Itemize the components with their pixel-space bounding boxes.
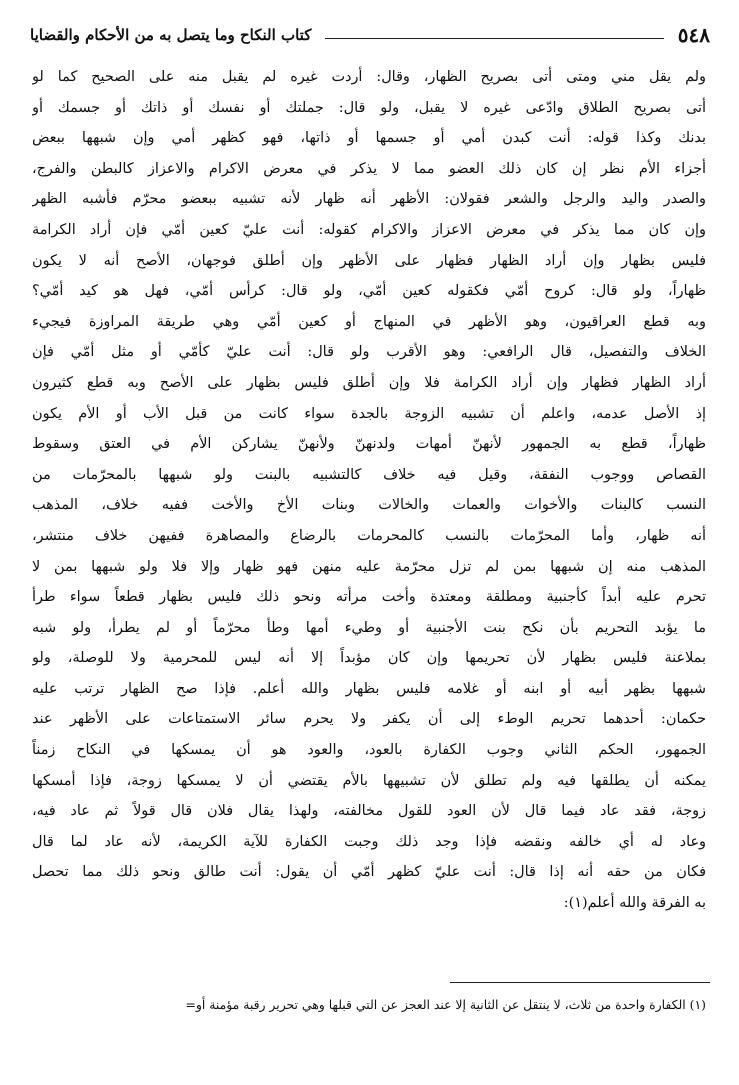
text-line: يمكنه أن يطلقها فيه ولم تطلق لأن تشبيهها بالأم يقتضي أن لا يمسكها زوجة، فإذا أمسكها <box>32 772 706 789</box>
page-header <box>30 18 710 52</box>
text-line: الخلاف والتفصيل، قال الرافعي: وهو الأقرب ولو قال: أنت عليّ كأمّي أو مثل أمّي فإن <box>32 344 706 361</box>
text-line: أنه ظهار، وأما المحرّمات بالنسب كالمحرمات بالرضاع والمصاهرة ففيهن خلاف منتشر، <box>32 527 706 544</box>
footnote-separator <box>450 982 710 983</box>
text-line: شبهها بظهر أبيه أو ابنه أو غلامه فليس بظهار والله أعلم. فإذا صح الظهار ترتب عليه <box>32 680 706 697</box>
text-line: الجمهور، الحكم الثاني وجوب الكفارة بالعود، والعود هو أن يمسكها في النكاح زمناً <box>32 742 706 759</box>
text-line: القصاص ووجوب النفقة، وقيل فيه خلاف كالتشبيه بالبنت ولو شبهها بالمحرّمات من <box>32 466 706 483</box>
text-line: بدنك وكذا قوله: أنت كبدن أمي أو جسمها أو ذاتها، فهو كظهر أمي وإن شبهها ببعض <box>32 130 706 147</box>
text-line: والصدر واليد والرجل والشعر فقولان: الأظهر أنه ظهار لأنه تشبيه ببعضو محرّم فأشبه الظهر <box>32 191 706 208</box>
text-line: فليس بظهار وإن أراد الظهار فظهار على الأظهر وإن أطلق فوجهان، الأصح أنه لا يكون <box>32 252 706 269</box>
text-line: ولم يقل مني ومتى أتى بصريح الظهار، وقال: أردت غيره لم يقبل منه على الصحيح كما لو <box>32 69 706 85</box>
text-line: تحرم عليه أبداً كأجنبية ومطلقة ومعتدة وأخت مرأته ونحو ذلك فليس بظهار قطعاً سواء طرأ <box>32 589 706 606</box>
running-title: كتاب النكاح وما يتصل به من الأحكام والقضايا <box>30 26 312 44</box>
text-line: فكان من حقه أنه إذا قال: أنت عليّ كظهر أمّي أن يقول: أنت طالق ونحو ذلك مما تحصل <box>32 864 706 881</box>
header-rule <box>325 38 663 39</box>
text-line: وعاد له أي خالفه ونقضه فإذا وجد ذلك وجبت الكفارة للآية الكريمة، لأنه عاد لما قال <box>32 833 706 850</box>
page-number: ٥٤٨ <box>677 23 710 47</box>
text-line: المذهب منه إن شبهها بمن لم تزل محرّمة عليه منهن فهو ظهار وإلا فلا ولو شبهها بمن لا <box>32 558 706 575</box>
text-line: وبه قطع العراقيون، وهو الأظهر في المنهاج أو كعين أمّي وهي طريقة المراوزة فيجيء <box>32 313 706 330</box>
text-line: حكمان: أحدهما تحريم الوطء إلى أن يكفر ولا يحرم سائر الاستمتاعات على الأظهر عند <box>32 711 706 728</box>
text-line: إذ الأصل عدمه، واعلم أن تشبيه الزوجة بالجدة سواء كانت من قبل الأب أو الأم يكون <box>32 405 706 422</box>
text-line: زوجة، فقد عاد فيما قال لأن العود للقول مخالفته، ولهذا يقال فلان قال قولاً ثم عاد فيه، <box>32 803 706 820</box>
text-line: ظهاراً، قطع به الجمهور لأنهنّ أمهات ولدنهنّ ولأنهنّ يشاركن الأم في العتق وسقوط <box>32 436 706 453</box>
text-line: ما يؤبد التحريم بأن نكح بنت الأجنبية أو وطيء أمها وطأ محرّماً أو لم يطرأ، ولو شبه <box>32 619 706 636</box>
text-line: أجزاء الأم نظر إن كان ذلك العضو مما لا يذكر في معرض الاكرام والاعزاز كالبطن والفرج، <box>32 160 706 177</box>
text-line: بملاعنة فليس بظهار لأن تحريمها وإن كان مؤبداً إلا أنه ليس للمحرمية ولا للوصلة، ولو <box>32 650 706 667</box>
book-page <box>30 12 710 1074</box>
main-text <box>32 62 706 919</box>
text-line: أتى بصريح الطلاق وادّعى غيره لا يقبل، ولو قال: جملتك أو نفسك أو ذاتك أو جسمك أو <box>32 99 706 116</box>
footnote: (١) الكفارة واحدة من ثلاث، لا ينتقل عن الثانية إلا عند العجز عن التي قبلها وهي تحرير رقبة مؤمنة أو= <box>185 997 706 1012</box>
text-line-last: به الفرقة والله أعلم(١): <box>563 895 706 912</box>
text-line: ظهاراً، ولو قال: كروح أمّي فكقوله كعين أمّي، ولو قال: كرأس أمّي، فهل هو كيد أمّي؟ <box>32 283 706 300</box>
text-line: النسب كالبنات والأخوات والعمات والخالات وبنات الأخ والأخت ففيه خلاف، المذهب <box>32 497 706 514</box>
text-line: وإن كان مما يذكر في معرض الاعزاز والاكرام كقوله: أنت عليّ كعين أمّي فإن أراد الكرامة <box>32 221 706 238</box>
text-line: أراد الظهار فظهار وإن أراد الكرامة فلا وإن أطلق فليس بظهار على الأصح وبه قطع كثيرون <box>32 374 706 391</box>
